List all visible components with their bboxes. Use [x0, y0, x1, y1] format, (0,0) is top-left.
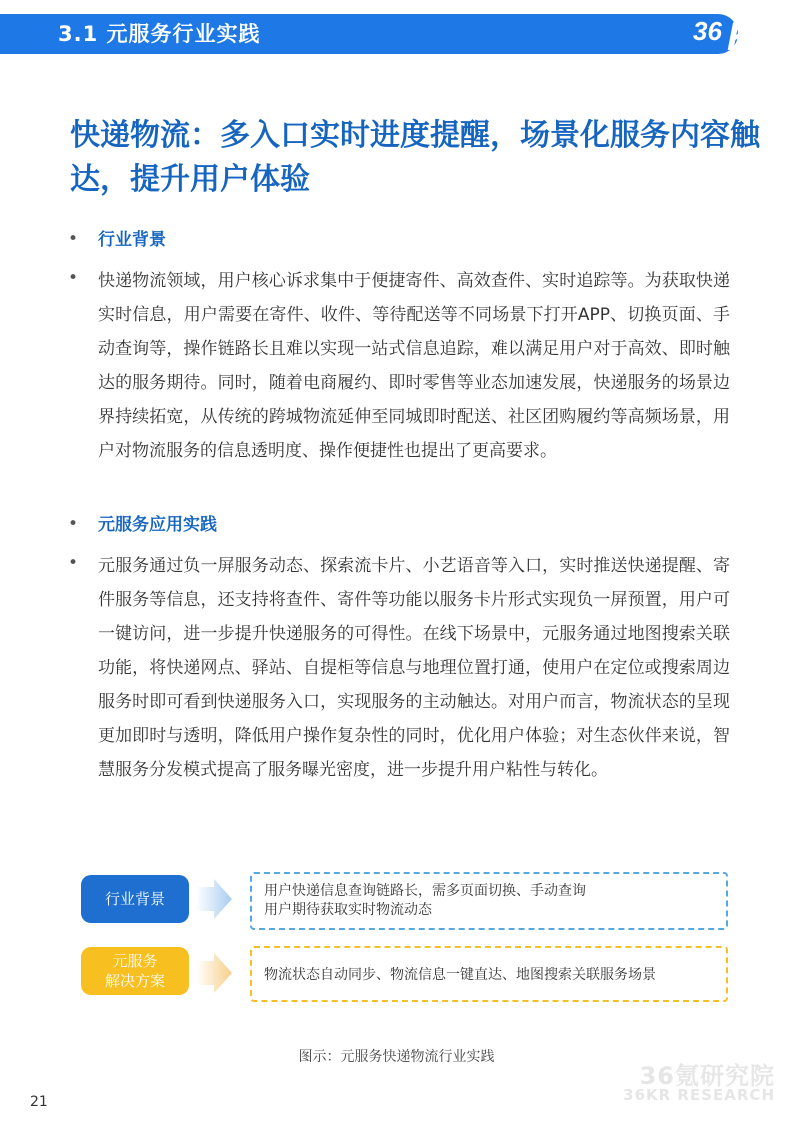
svg-text:Kr: Kr	[727, 15, 772, 56]
diagram-tag-label: 行业背景	[104, 890, 165, 908]
page-number: 21	[30, 1094, 48, 1110]
diagram-box-background	[250, 872, 728, 930]
bullet-dot: •	[68, 553, 79, 573]
diagram-box-line: 用户快递信息查询链路长，需多页面切换、手动查询	[264, 883, 586, 899]
page-headline: 快递物流：多入口实时进度提醒，场景化服务内容触达，提升用户体验	[70, 118, 760, 197]
arrow-right-icon	[196, 953, 232, 993]
diagram-box-line: 物流状态自动同步、物流信息一键直达、地图搜索关联服务场景	[264, 967, 656, 983]
diagram-box-solution	[250, 946, 728, 1002]
diagram-box-line: 用户期待获取实时物流动态	[264, 902, 432, 918]
diagram-tag-background	[81, 875, 189, 923]
svg-text:36: 36	[693, 16, 722, 46]
bullet-dot: •	[68, 229, 79, 249]
figure-caption: 图示：元服务快递物流行业实践	[298, 1049, 495, 1065]
section-paragraph-background: 快递物流领域，用户核心诉求集中于便捷寄件、高效查件、实时追踪等。为获取快递实时信息，用户需要在寄件、收件、等待配送等不同场景下打开APP、切换页面、手动查询等，操作链路长且难以实现一站式信息追踪，难以满足用户对于高效、即时触达的服务期待。同时，随着电商履约、即时零售等业态加速发展，快递服务的场景边界持续拓宽，从传统的跨城物流延伸至同城即时配送、社区团购履约等高频场景，用户对物流服务的信息透明度、操作便捷性也提出了更高要求。	[98, 271, 730, 461]
section-paragraph-practice: 元服务通过负一屏服务动态、探索流卡片、小艺语音等入口，实时推送快递提醒、寄件服务等信息，还支持将查件、寄件等功能以服务卡片形式实现负一屏预置，用户可一键访问，进一步提升快递服务的可得性。在线下场景中，元服务通过地图搜索关联功能，将快递网点、驿站、自提柜等信息与地理位置打通，使用户在定位或搜索周边服务时即可看到快递服务入口，实现服务的主动触达。对用户而言，物流状态的呈现更加即时与透明，降低用户操作复杂性的同时，优化用户体验；对生态伙伴来说，智慧服务分发模式提高了服务曝光密度，进一步提升用户粘性与转化。	[98, 556, 730, 780]
section-label-practice: 元服务应用实践	[98, 515, 217, 535]
diagram-tag-label: 元服务	[112, 952, 158, 970]
section-label-background: 行业背景	[98, 230, 166, 250]
36kr-logo-icon	[693, 6, 793, 56]
diagram-tag-label: 解决方案	[104, 972, 165, 990]
bullet-dot: •	[68, 268, 79, 288]
bullet-dot: •	[68, 514, 79, 534]
watermark-logo: 36KR RESEARCH	[623, 1086, 775, 1104]
arrow-right-icon	[196, 879, 232, 919]
watermark-logo: 36氪研究院	[639, 1062, 775, 1090]
diagram-tag-solution	[81, 947, 189, 995]
section-title: 3.1 元服务行业实践	[58, 22, 261, 46]
